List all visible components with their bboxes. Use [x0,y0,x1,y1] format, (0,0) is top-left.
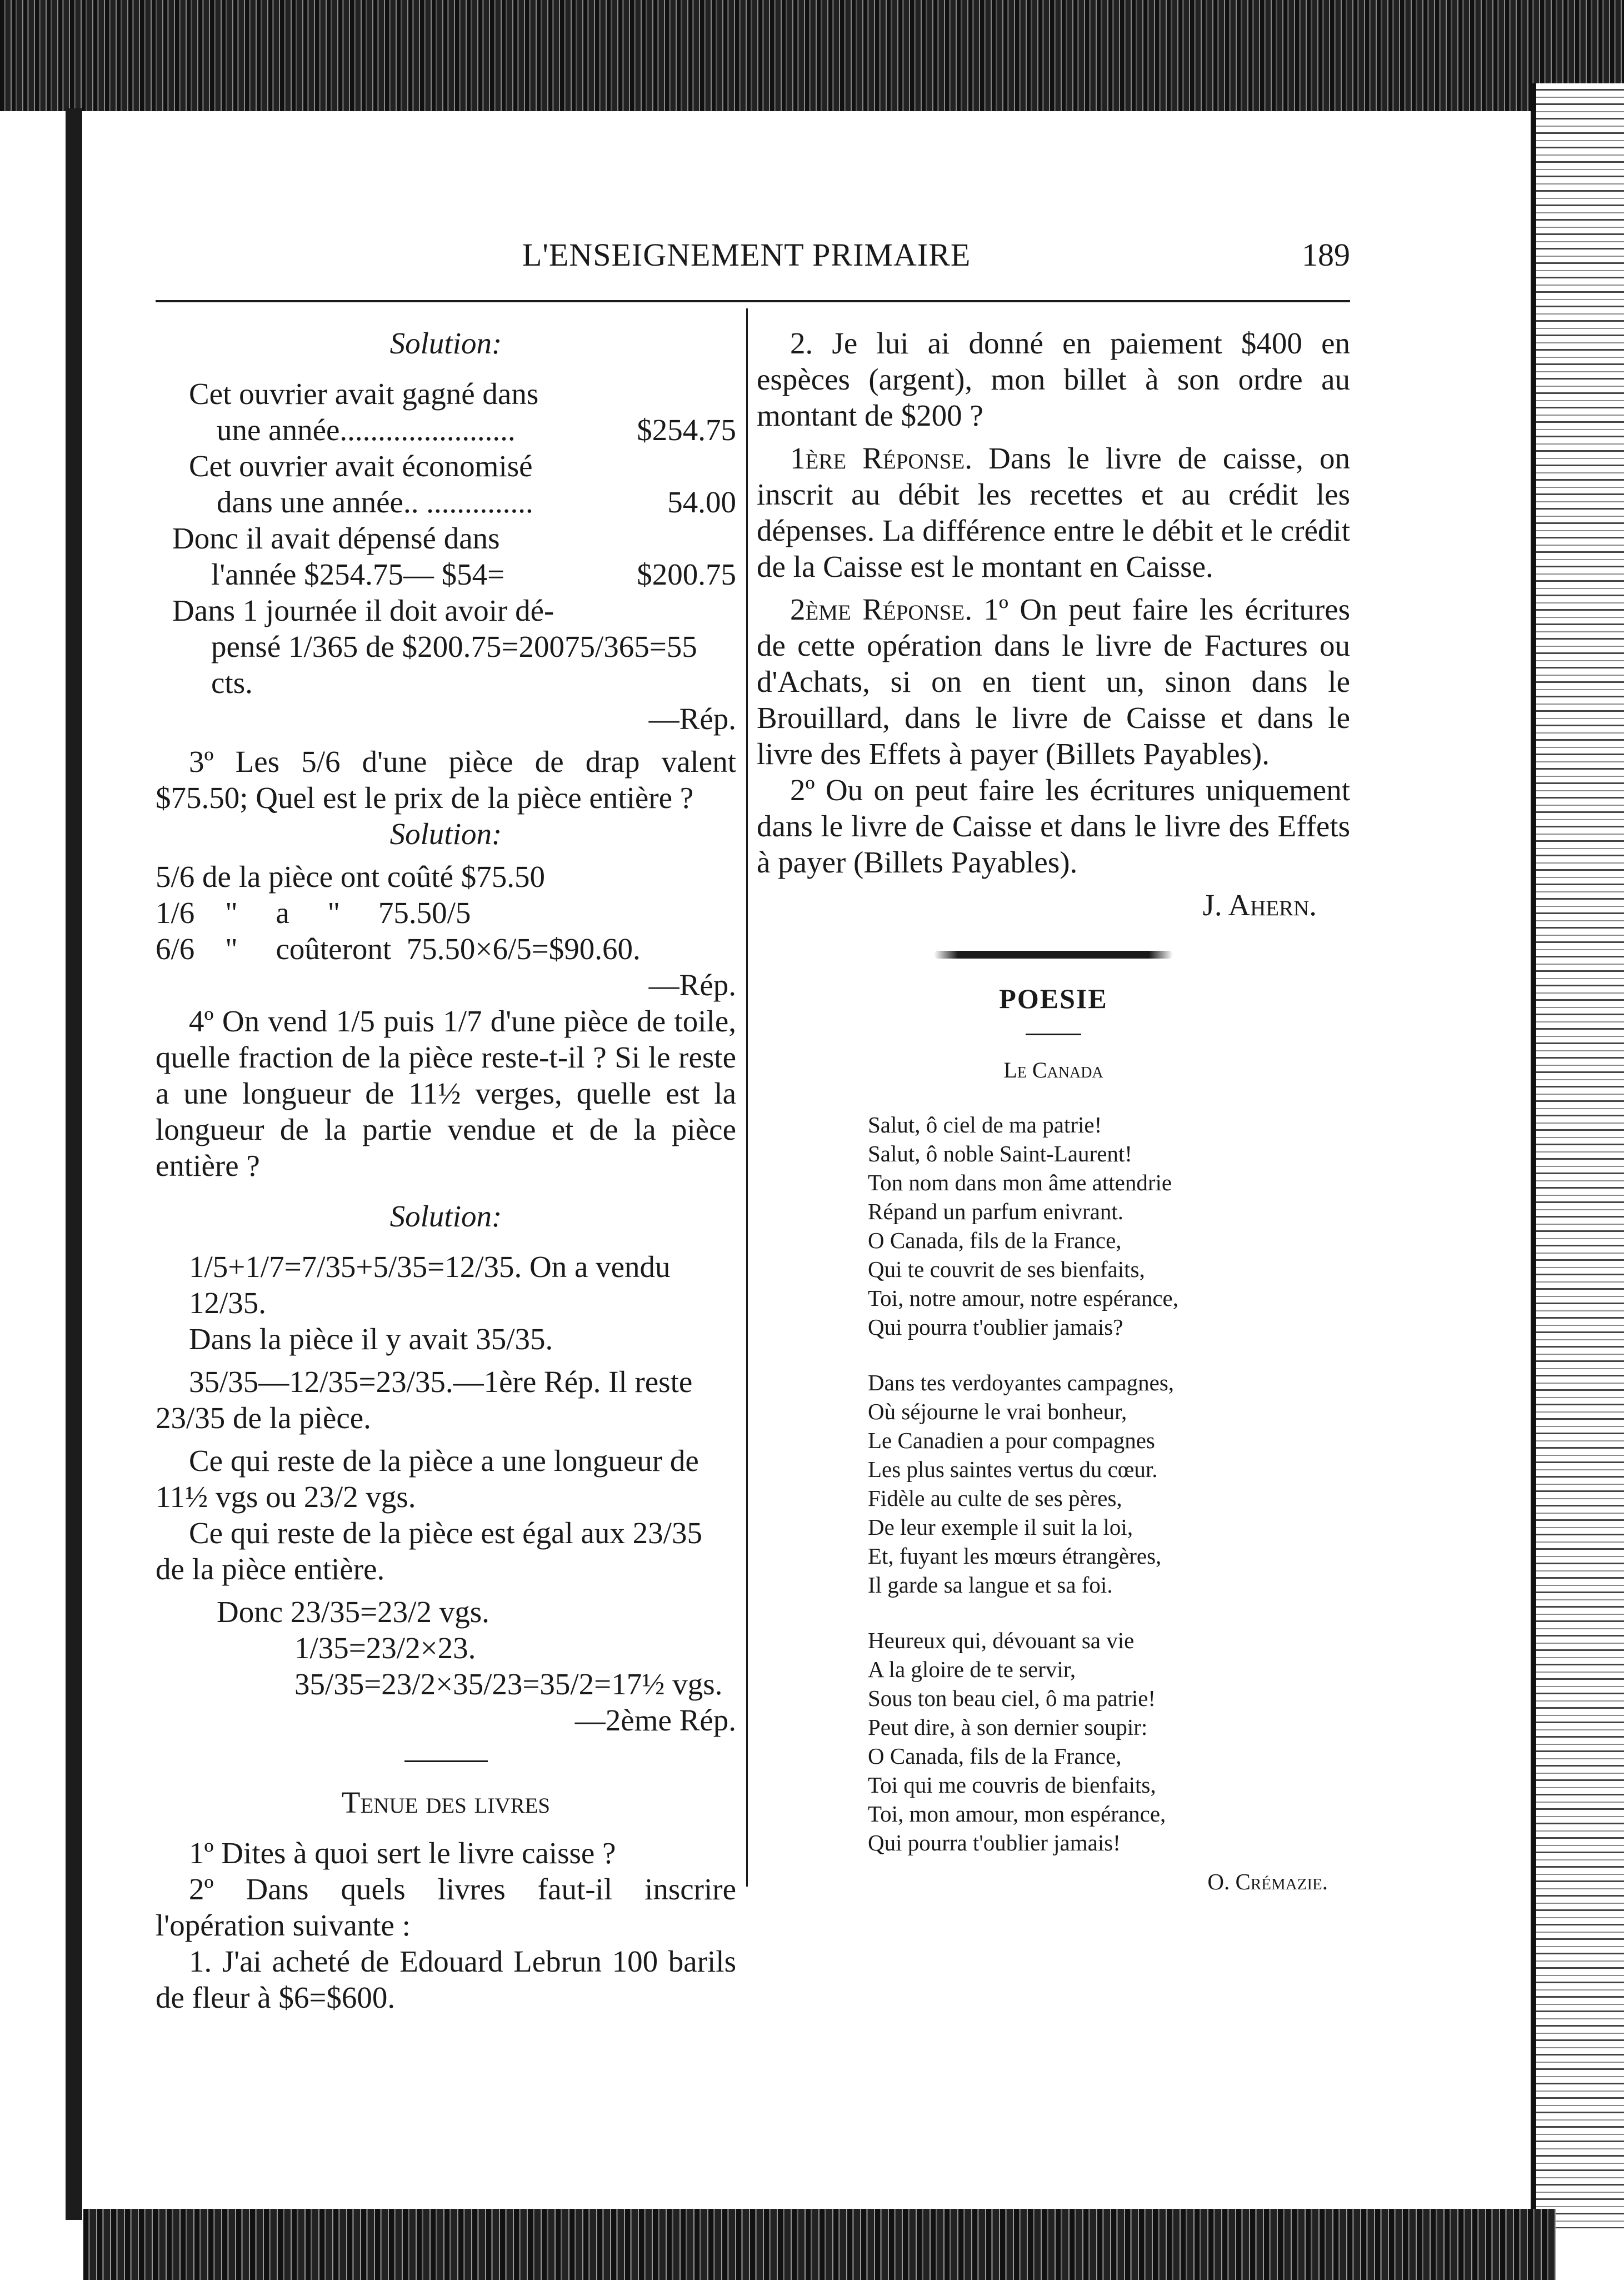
solution-line: Dans 1 journée il doit avoir dé- [172,593,554,627]
running-title: L'ENSEIGNEMENT PRIMAIRE [522,237,971,273]
poem-line: Sous ton beau ciel, ô ma patrie! [868,1685,1156,1711]
answer-label: 2ème Réponse. [790,592,973,626]
stanza-3 [868,1626,1350,1857]
solution-line: Cet ouvrier avait économisé [189,449,533,483]
scan-page-edge [1531,83,1536,2228]
scan-border-left [66,108,82,2220]
poem-line: Et, fuyant les mœurs étrangères, [868,1543,1162,1569]
bookkeeping-operation: 2. Je lui ai donné en paiement $400 en espèces (argent), mon billet à son ordre au montant de $200 ? [757,326,1350,432]
poem-line: Salut, ô noble Saint-Laurent! [868,1141,1132,1166]
poem-line: Où séjourne le vrai bonheur, [868,1399,1127,1424]
poem-line: Ton nom dans mon âme attendrie [868,1170,1172,1195]
solution-line: 6/6 " coûteront 75.50×6/5=$90.60. [156,932,641,966]
answer-1 [757,440,1350,585]
answer-2 [757,591,1350,772]
page-number: 189 [1302,237,1350,273]
poem-author: O. Crémazie. [1207,1869,1328,1894]
ornament-divider [934,951,1173,959]
solution-line: 1/5+1/7=7/35+5/35=12/35. On a vendu 12/35. [189,1250,671,1320]
question-4: 4º On vend 1/5 puis 1/7 d'une pièce de toile, quelle fraction de la pièce reste-t-il ? Si le reste a une longueur de 11½ verges, quelle est la longueur de la partie vendue et de la pièce entière ? [156,1004,736,1183]
poem [757,1110,1350,1896]
solution-line: Donc 23/35=23/2 vgs. [217,1595,489,1629]
answer-text: 1º On peut faire les écritures de cette opération dans le livre de Factures ou d'Achats, si on en tient un, sinon dans le Brouillard, dans le livre de Caisse et dans le livre des Effets à payer (Billets Payables). [757,592,1350,771]
answer-mark: —2ème Rép. [574,1703,736,1737]
poem-line: Toi, notre amour, notre espérance, [868,1285,1179,1311]
answer-text: Dans le livre de caisse, on inscrit au débit les recettes et au crédit les dépenses. La différence entre le débit et le crédit de la Caisse est le montant en Caisse. [757,441,1350,583]
solution-line: pensé 1/365 de $200.75=20075/365=55 cts. [211,630,697,700]
poem-line: O Canada, fils de la France, [868,1743,1122,1769]
bookkeeping-question: 2º Dans quels livres faut-il inscrire l'opération suivante : [156,1872,736,1942]
solution-line: 1/35=23/2×23. [294,1631,476,1665]
section-heading: Tenue des livres [341,1785,551,1819]
solution-line: 35/35=23/2×35/23=35/2=17½ vgs. [294,1667,723,1701]
header-rule [156,300,1350,302]
solution-line [156,412,736,448]
left-column [156,325,736,2015]
answer-mark: —Rép. [648,702,736,736]
poem-line: Peut dire, à son dernier soupir: [868,1714,1148,1740]
poem-rule [1026,1034,1081,1035]
scan-border-bottom [83,2209,1556,2280]
solution-line [156,556,736,592]
poem-line: Il garde sa langue et sa foi. [868,1572,1113,1598]
poem-section-title: POESIE [999,983,1108,1014]
solution-heading: Solution: [389,817,502,851]
author-signature: J. Ahern. [1202,888,1317,922]
poem-line: Le Canadien a pour compagnes [868,1428,1155,1453]
stanza-1 [868,1110,1350,1341]
poem-line: O Canada, fils de la France, [868,1228,1122,1253]
solution-line: Dans la pièce il y avait 35/35. [189,1322,553,1356]
solution-line: 1/6 " a " 75.50/5 [156,896,471,930]
poem-line: Répand un parfum enivrant. [868,1199,1123,1224]
solution-value: $254.75 [637,413,736,447]
scan-border-top [0,0,1624,111]
poem-line: Toi, mon amour, mon espérance, [868,1801,1166,1827]
solution-line [156,484,736,520]
column-divider [746,308,748,1887]
poem-line: Qui pourra t'oublier jamais? [868,1314,1123,1340]
solution-line: Ce qui reste de la pièce a une longueur de 11½ vgs ou 23/2 vgs. [156,1444,699,1514]
solution-heading: Solution: [389,1199,502,1233]
page-header [156,236,1350,281]
answer-mark: —Rép. [648,968,736,1002]
poem-line: Heureux qui, dévouant sa vie [868,1628,1135,1653]
bookkeeping-operation: 1. J'ai acheté de Edouard Lebrun 100 barils de fleur à $6=$600. [156,1944,736,2014]
poem-line: De leur exemple il suit la loi, [868,1514,1133,1540]
answer-label: 1ère Réponse. [790,441,973,475]
stanza-2 [868,1368,1350,1599]
solution-heading: Solution: [389,326,502,360]
poem-line: Salut, ô ciel de ma patrie! [868,1112,1102,1137]
solution-value: $200.75 [637,557,736,591]
section-rule [404,1760,488,1762]
poem-line: Les plus saintes vertus du cœur. [868,1456,1158,1482]
solution-line: Ce qui reste de la pièce est égal aux 23/35 de la pièce entière. [156,1516,702,1586]
solution-line: Cet ouvrier avait gagné dans [189,377,539,411]
question-3: 3º Les 5/6 d'une pièce de drap valent $75.50; Quel est le prix de la pièce entière ? [156,745,736,815]
poem-line: Fidèle au culte de ses pères, [868,1485,1122,1511]
poem-title: Le Canada [1003,1057,1103,1082]
solution-label: dans une année.. .............. [217,485,533,519]
poem-line: Qui te couvrit de ses bienfaits, [868,1256,1145,1282]
poem-line: Dans tes verdoyantes campagnes, [868,1370,1175,1395]
poem-line: Toi qui me couvris de bienfaits, [868,1772,1156,1798]
solution-line: 5/6 de la pièce ont coûté $75.50 [156,860,546,894]
solution-label: une année....................... [217,413,516,447]
poem-line: Qui pourra t'oublier jamais! [868,1830,1121,1855]
poem-line: A la gloire de te servir, [868,1657,1076,1682]
solution-line: 35/35—12/35=23/35.—1ère Rép. Il reste 23/35 de la pièce. [156,1365,693,1435]
solution-label: l'année $254.75— $54= [211,557,505,591]
right-column [757,325,1350,1896]
bookkeeping-question: 1º Dites à quoi sert le livre caisse ? [189,1836,616,1870]
scan-border-right [1531,83,1624,2228]
solution-value: 54.00 [667,485,736,519]
solution-line: Donc il avait dépensé dans [172,521,500,555]
answer-2b: 2º Ou on peut faire les écritures uniquement dans le livre de Caisse et dans le livre des Effets à payer (Billets Payables). [757,773,1350,879]
